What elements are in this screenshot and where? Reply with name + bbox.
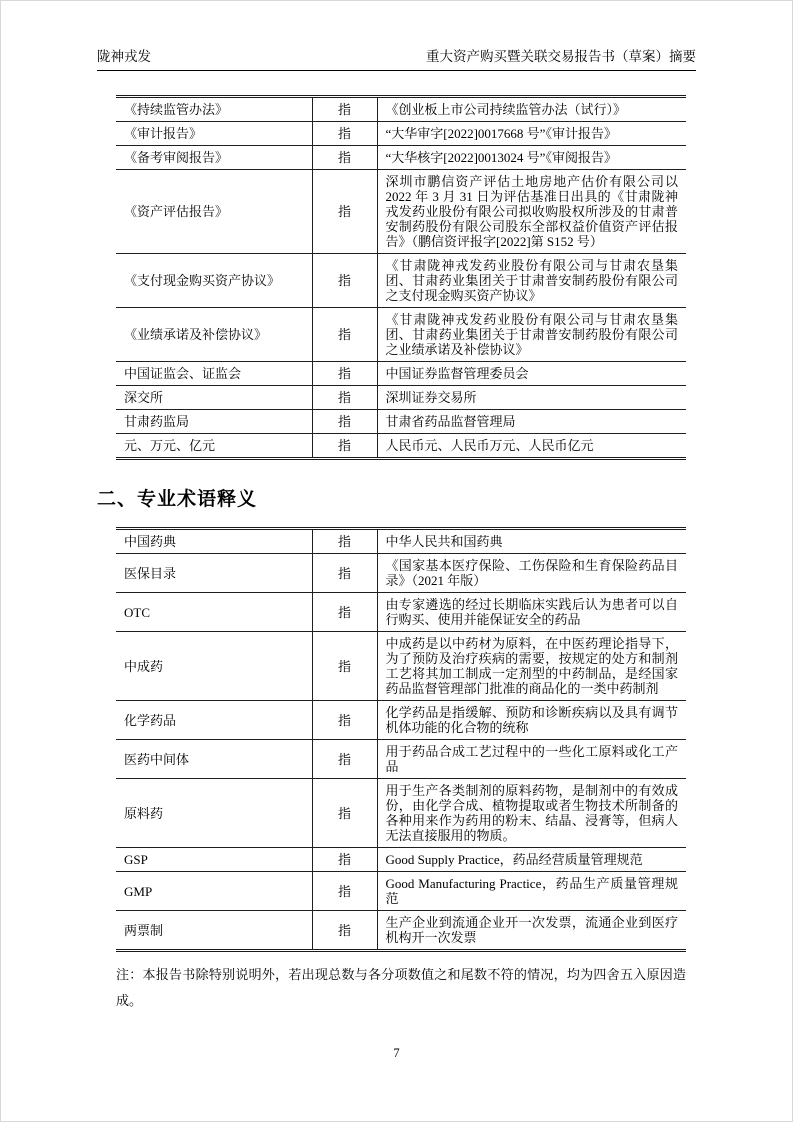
term-cell: 《备考审阅报告》 xyxy=(116,146,312,170)
term-cell: 《资产评估报告》 xyxy=(116,170,312,254)
definition-cell: 甘肃省药品监督管理局 xyxy=(377,410,686,434)
term-cell: 《持续监管办法》 xyxy=(116,97,312,122)
terms-table xyxy=(116,527,686,952)
term-cell: 医药中间体 xyxy=(116,740,312,779)
table-row xyxy=(116,529,686,554)
table-row xyxy=(116,122,686,146)
definition-cell: 《国家基本医疗保险、工伤保险和生育保险药品目录》（2021 年版） xyxy=(377,554,686,593)
zhi-cell: 指 xyxy=(312,529,377,554)
definitions-table xyxy=(116,95,686,460)
table-row xyxy=(116,362,686,386)
table-row xyxy=(116,872,686,911)
table-row xyxy=(116,308,686,362)
zhi-cell: 指 xyxy=(312,146,377,170)
definition-cell: 化学药品是指缓解、预防和诊断疾病以及具有调节机体功能的化合物的统称 xyxy=(377,701,686,740)
zhi-cell: 指 xyxy=(312,593,377,632)
zhi-cell: 指 xyxy=(312,308,377,362)
term-cell: 《支付现金购买资产协议》 xyxy=(116,254,312,308)
term-cell: 化学药品 xyxy=(116,701,312,740)
definition-cell: “大华审字[2022]0017668 号”《审计报告》 xyxy=(377,122,686,146)
definition-cell: 生产企业到流通企业开一次发票，流通企业到医疗机构开一次发票 xyxy=(377,911,686,951)
zhi-cell: 指 xyxy=(312,254,377,308)
table-row xyxy=(116,593,686,632)
table-row xyxy=(116,410,686,434)
table-row xyxy=(116,779,686,848)
table-row xyxy=(116,848,686,872)
terms-table-wrapper xyxy=(116,527,686,952)
definition-cell: 中成药是以中药材为原料，在中医药理论指导下，为了预防及治疗疾病的需要，按规定的处方和制剂工艺将其加工制成一定剂型的中药制品，是经国家药品监督管理部门批准的商品化的一类中药制剂 xyxy=(377,632,686,701)
zhi-cell: 指 xyxy=(312,386,377,410)
table-row xyxy=(116,146,686,170)
term-cell: 中成药 xyxy=(116,632,312,701)
zhi-cell: 指 xyxy=(312,848,377,872)
definition-cell: 由专家遴选的经过长期临床实践后认为患者可以自行购买、使用并能保证安全的药品 xyxy=(377,593,686,632)
page-header xyxy=(97,45,696,71)
table-row xyxy=(116,254,686,308)
term-cell: GSP xyxy=(116,848,312,872)
zhi-cell: 指 xyxy=(312,122,377,146)
term-cell: 《审计报告》 xyxy=(116,122,312,146)
table-row xyxy=(116,632,686,701)
table-row xyxy=(116,386,686,410)
zhi-cell: 指 xyxy=(312,554,377,593)
definition-cell: 中国证券监督管理委员会 xyxy=(377,362,686,386)
definition-cell: Good Manufacturing Practice，药品生产质量管理规范 xyxy=(377,872,686,911)
definition-cell: 《甘肃陇神戎发药业股份有限公司与甘肃农垦集团、甘肃药业集团关于甘肃普安制药股份有限公司之支付现金购买资产协议》 xyxy=(377,254,686,308)
header-company-name: 陇神戎发 xyxy=(97,49,151,64)
zhi-cell: 指 xyxy=(312,362,377,386)
definitions-table-wrapper xyxy=(116,95,686,460)
zhi-cell: 指 xyxy=(312,410,377,434)
definition-cell: 人民币元、人民币万元、人民币亿元 xyxy=(377,434,686,459)
term-cell: 两票制 xyxy=(116,911,312,951)
zhi-cell: 指 xyxy=(312,911,377,951)
header-report-title: 重大资产购买暨关联交易报告书（草案）摘要 xyxy=(426,49,696,64)
term-cell: 《业绩承诺及补偿协议》 xyxy=(116,308,312,362)
definition-cell: 《甘肃陇神戎发药业股份有限公司与甘肃农垦集团、甘肃药业集团关于甘肃普安制药股份有限公司之业绩承诺及补偿协议》 xyxy=(377,308,686,362)
footnote: 注：本报告书除特别说明外，若出现总数与各分项数值之和尾数不符的情况，均为四舍五入原因造成。 xyxy=(116,967,686,1008)
zhi-cell: 指 xyxy=(312,170,377,254)
definition-cell: “大华核字[2022]0013024 号”《审阅报告》 xyxy=(377,146,686,170)
page-number: 7 xyxy=(393,1046,400,1060)
term-cell: 元、万元、亿元 xyxy=(116,434,312,459)
term-cell: 甘肃药监局 xyxy=(116,410,312,434)
term-cell: 医保目录 xyxy=(116,554,312,593)
zhi-cell: 指 xyxy=(312,872,377,911)
zhi-cell: 指 xyxy=(312,740,377,779)
definition-cell: Good Supply Practice，药品经营质量管理规范 xyxy=(377,848,686,872)
table-row xyxy=(116,911,686,951)
term-cell: 中国药典 xyxy=(116,529,312,554)
table-row xyxy=(116,170,686,254)
table-row xyxy=(116,97,686,122)
table-row xyxy=(116,434,686,459)
zhi-cell: 指 xyxy=(312,434,377,459)
zhi-cell: 指 xyxy=(312,632,377,701)
zhi-cell: 指 xyxy=(312,97,377,122)
term-cell: 深交所 xyxy=(116,386,312,410)
table-row xyxy=(116,701,686,740)
definition-cell: 用于药品合成工艺过程中的一些化工原料或化工产品 xyxy=(377,740,686,779)
section-title: 二、专业术语释义 xyxy=(97,489,258,510)
table-row xyxy=(116,554,686,593)
definition-cell: 中华人民共和国药典 xyxy=(377,529,686,554)
zhi-cell: 指 xyxy=(312,779,377,848)
term-cell: 中国证监会、证监会 xyxy=(116,362,312,386)
definition-cell: 《创业板上市公司持续监管办法（试行）》 xyxy=(377,97,686,122)
definition-cell: 用于生产各类制剂的原料药物，是制剂中的有效成份，由化学合成、植物提取或者生物技术所制备的各种用来作为药用的粉末、结晶、浸膏等，但病人无法直接服用的物质。 xyxy=(377,779,686,848)
term-cell: OTC xyxy=(116,593,312,632)
definition-cell: 深圳证券交易所 xyxy=(377,386,686,410)
term-cell: GMP xyxy=(116,872,312,911)
table-row xyxy=(116,740,686,779)
definition-cell: 深圳市鹏信资产评估土地房地产估价有限公司以 2022 年 3 月 31 日为评估基准日出具的《甘肃陇神戎发药业股份有限公司拟收购股权所涉及的甘肃普安制药股份有限公司股东全部权益价值资产评估报告》（鹏信资评报字[2022]第 S152 号） xyxy=(377,170,686,254)
term-cell: 原料药 xyxy=(116,779,312,848)
zhi-cell: 指 xyxy=(312,701,377,740)
